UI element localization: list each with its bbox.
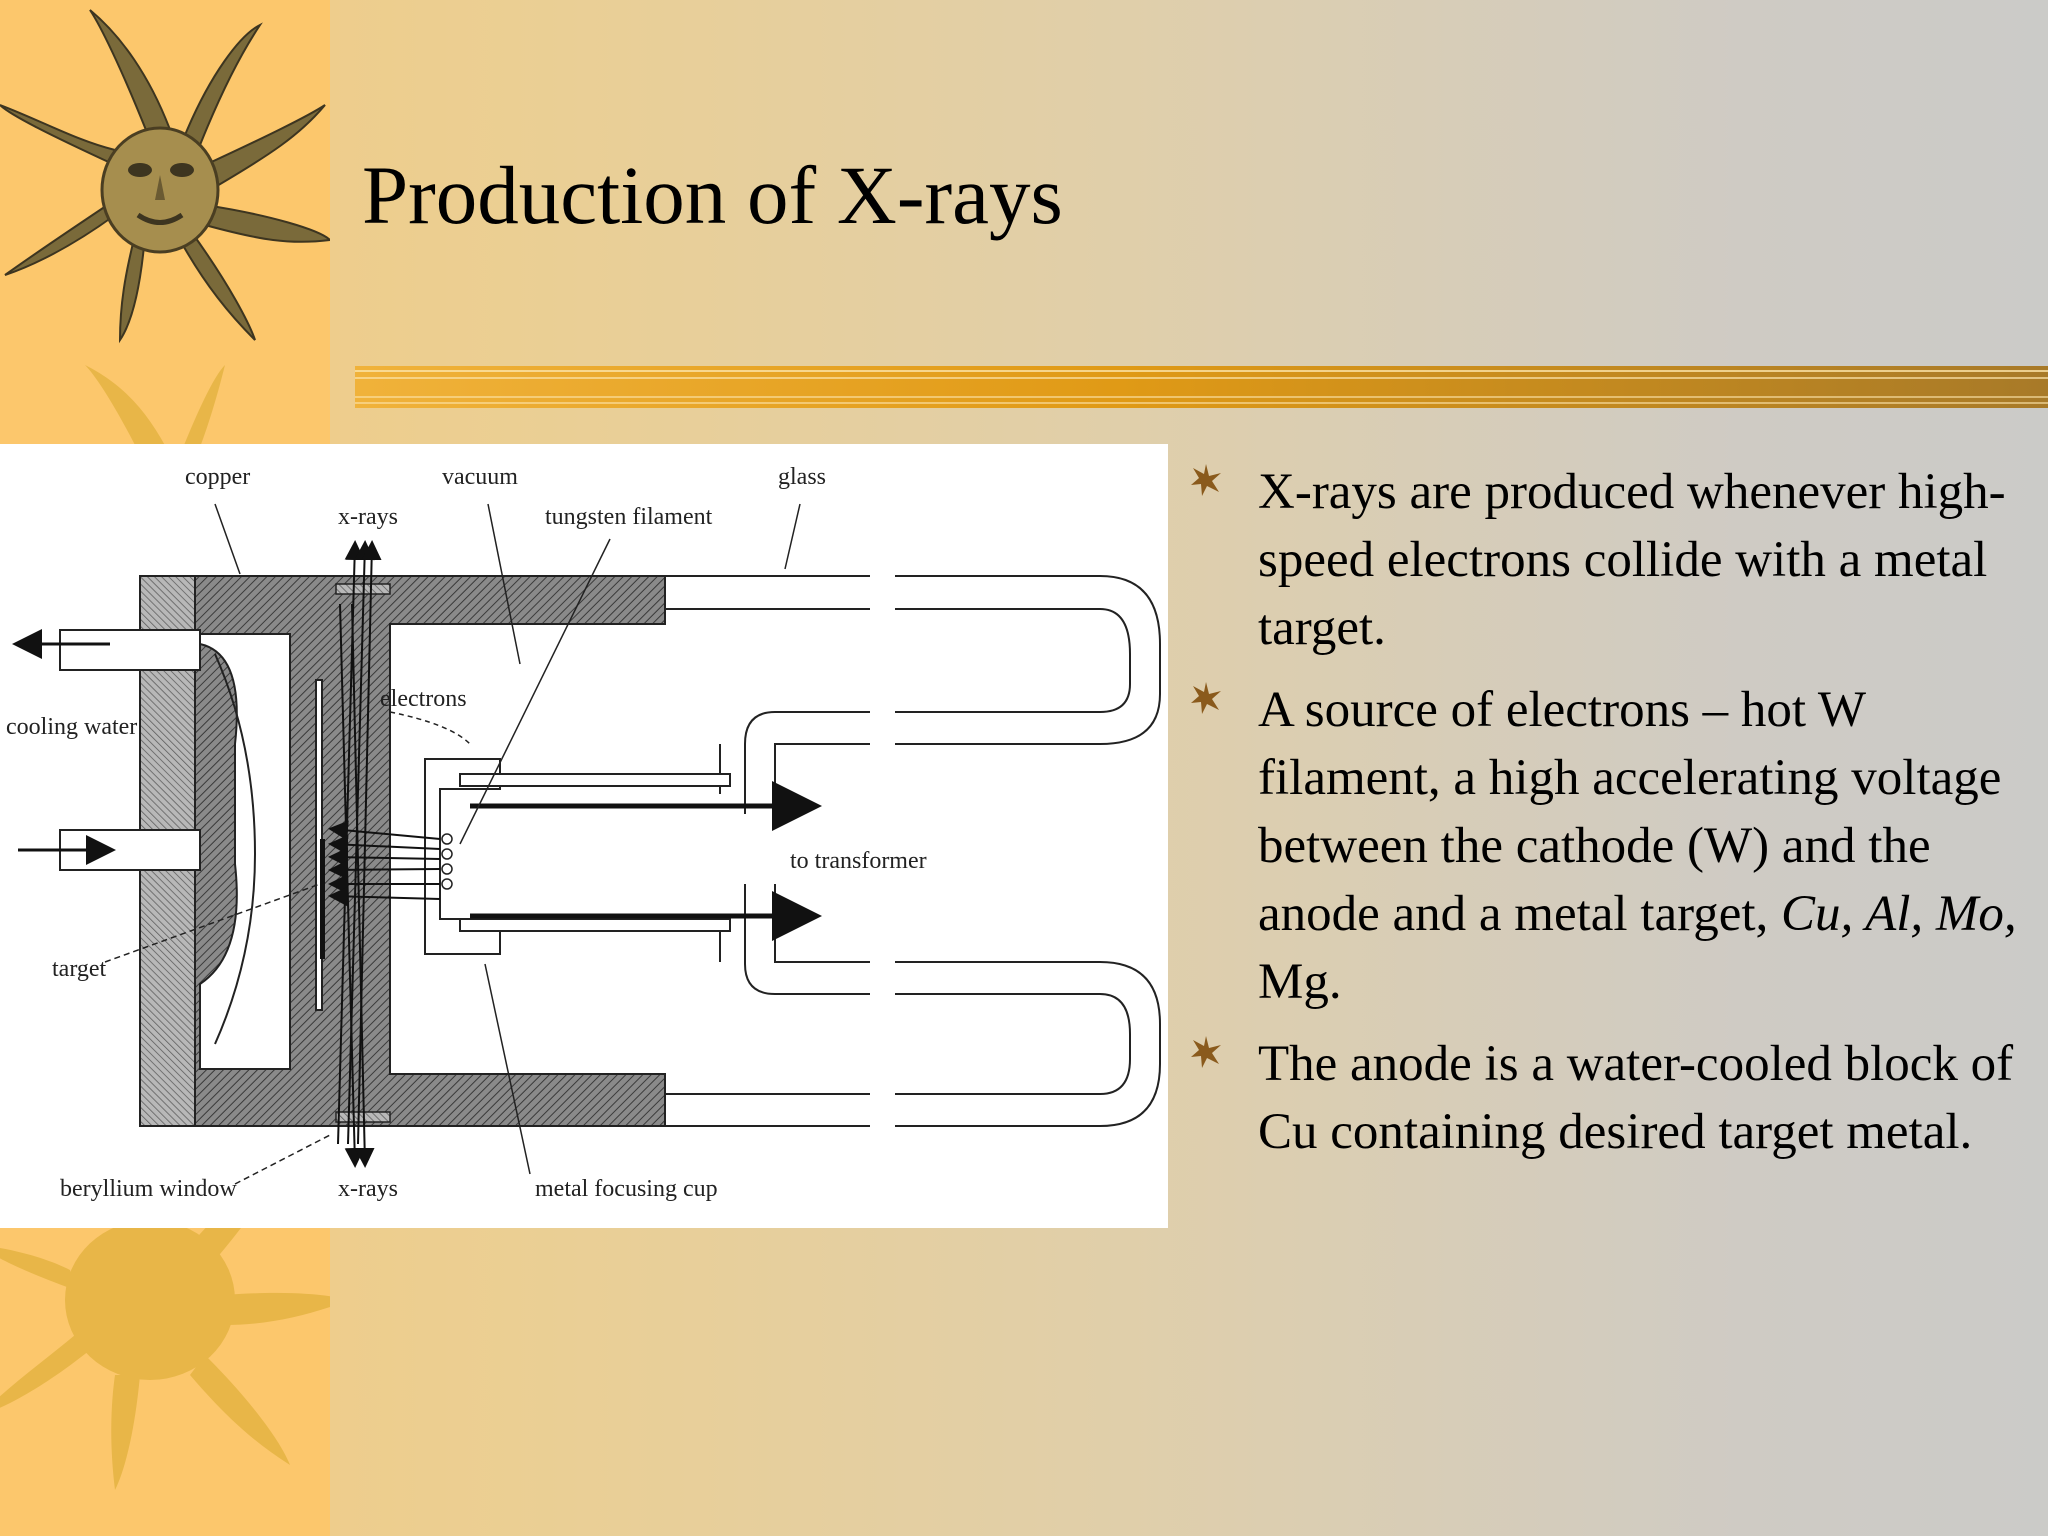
metal-focusing-cup [425,759,730,954]
xray-tube-diagram [0,444,1168,1228]
label-cooling-water: cooling water [6,714,138,740]
bullet-text: A source of electrons – hot W filament, a high accelerating voltage between the cathode (W) and the anode and a metal target, [1258,682,2002,942]
bullet-item [1180,1030,2030,1166]
bullet-tail: Mg. [1258,954,1342,1010]
label-vacuum: vacuum [442,464,518,490]
label-target: target [52,956,107,982]
copper-anode [140,576,665,1126]
label-x-rays-top: x-rays [338,504,398,530]
label-to-transformer: to transformer [790,848,927,874]
star-bullet-icon [1188,680,1224,716]
label-x-rays-bottom: x-rays [338,1176,398,1202]
bullet-text: The anode is a water-cooled block of Cu containing desired target metal. [1258,1036,2014,1160]
label-copper: copper [185,464,251,490]
label-glass: glass [778,464,826,490]
label-metal-focusing-cup: metal focusing cup [535,1176,718,1202]
bullet-list [1180,458,2030,1180]
bullet-item [1180,676,2030,1016]
bullet-text: X-rays are produced whenever high-speed electrons collide with a metal target. [1258,464,2006,656]
bullet-item [1180,458,2030,662]
bullet-italic-metals: Cu, Al, Mo, [1781,886,2017,942]
label-beryllium-window: beryllium window [60,1176,237,1202]
label-tungsten-filament: tungsten filament [545,504,713,530]
slide-title: Production of X-rays [362,149,1063,241]
title-rule [355,366,2048,408]
star-bullet-icon [1188,462,1224,498]
label-electrons: electrons [380,686,467,712]
star-bullet-icon [1188,1034,1224,1070]
